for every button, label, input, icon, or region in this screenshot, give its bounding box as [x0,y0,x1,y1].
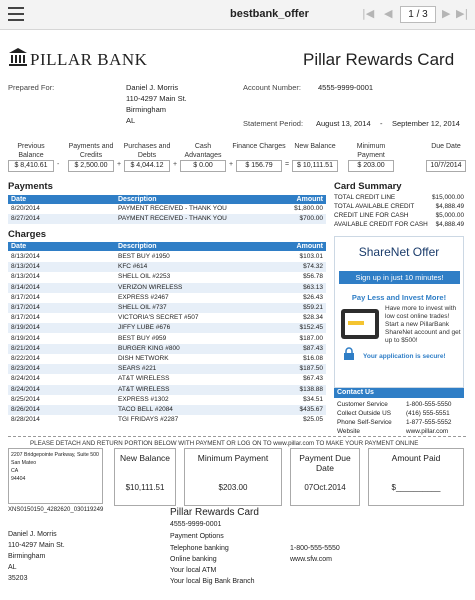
row-description: VERIZON WIRELESS [118,283,183,291]
stub-box-value: 07Oct.2014 [304,483,346,492]
charges-title: Charges [8,229,47,240]
row-description: TACO BELL #2084 [118,406,173,413]
page-number-input[interactable]: 1 / 3 [400,6,436,23]
card-title: Pillar Rewards Card [303,50,455,69]
row-date: 8/17/2014 [11,293,40,301]
period-dash: - [380,119,383,128]
menu-icon[interactable] [8,7,24,21]
summary-value: $ 10,111.51 [292,160,338,172]
offer-title: ShareNet Offer [358,245,440,259]
card-summary-title: Card Summary [334,181,402,192]
option-label: Your local ATM [170,567,217,574]
mail-city: Birmingham [8,553,46,560]
table-row [8,374,326,384]
row-amount: $103.01 [299,253,323,260]
payment-options-label: Payment Options [170,533,224,540]
row-amount: $16.08 [303,355,323,362]
table-row [8,364,326,374]
mail-zip: 35203 [8,575,28,582]
row-description: DISH NETWORK [118,355,169,362]
payments-description-header: Description [118,196,157,203]
row-amount: $59.21 [303,304,323,311]
previous-page-icon[interactable]: ◀ [384,7,393,20]
row-description: SHELL OIL #2253 [118,273,171,281]
sharenet-offer-panel [334,236,464,388]
row-date: 8/24/2014 [11,375,40,383]
row-date: 8/22/2014 [11,355,40,362]
contact-label: Collect Outside US [337,410,391,417]
payments-header [8,195,326,204]
statement-period-label: Statement Period: [243,119,304,128]
mail-name: Daniel J. Morris [8,531,57,538]
row-description: AT&T WIRELESS [118,375,170,383]
charges-header [8,242,326,251]
summary-label: New Balance [294,143,336,150]
row-description: EXPRESS #2467 [118,293,169,301]
charges-amount-header: Amount [296,243,323,250]
customer-state: AL [126,116,136,125]
signup-button[interactable]: Sign up in just 10 minutes! [339,271,460,284]
row-description: AT&T WIRELESS [118,385,170,393]
table-row [8,385,326,395]
payments-title: Payments [8,181,53,192]
row-amount: $74.32 [303,263,323,271]
row-description: JIFFY LUBE #676 [118,324,171,332]
table-row [8,272,326,282]
row-amount: $700.00 [299,215,323,223]
table-row [8,313,326,323]
card-summary-label: TOTAL AVAILABLE CREDIT [334,203,415,210]
card-summary-value: $15,000.00 [432,194,464,201]
table-row [8,214,326,224]
stub-box [368,448,464,506]
row-date: 8/13/2014 [11,263,40,271]
row-date: 8/21/2014 [11,344,40,352]
table-row [8,262,326,272]
summary-label: Due Date [431,143,461,150]
customer-name: Daniel J. Morris [126,83,179,92]
summary-label: Purchases and Debts [123,143,171,159]
option-value: www.sfw.com [290,556,333,563]
row-amount: $56.78 [303,273,323,281]
row-description: SHELL OIL #737 [118,304,167,311]
summary-value: $ 4,044.12 [124,160,170,172]
summary-value: $ 0.00 [180,160,226,172]
summary-operator: + [229,161,234,168]
tablet-chart-icon [341,309,379,339]
charges-date-header: Date [11,243,27,250]
table-row [8,354,326,364]
row-amount: $25.05 [303,416,323,424]
row-description: EXPRESS #1302 [118,395,169,403]
detach-line [8,436,466,437]
summary-value: 10/7/2014 [426,160,466,172]
row-amount: $138.88 [299,385,323,393]
table-row [8,204,326,214]
row-description: PAYMENT RECEIVED - THANK YOU [118,205,227,212]
contact-label: Customer Service [337,401,388,408]
row-amount: $435.67 [299,406,323,413]
contact-value: (416) 555-5551 [406,410,450,417]
summary-value: $ 8,410.61 [8,160,54,172]
card-summary-label: TOTAL CREDIT LINE [334,194,396,201]
row-description: VICTORIA'S SECRET #507 [118,314,199,322]
summary-value: $ 2,500.00 [68,160,114,172]
table-row [8,303,326,313]
row-date: 8/27/2014 [11,215,40,223]
summary-label: Finance Charges [232,143,286,150]
row-description: KFC #614 [118,263,148,271]
stub-box-label: Payment Due Date [299,453,351,473]
row-date: 8/24/2014 [11,385,40,393]
offer-description: Have more to invest with low cost online trades! Start a new PillarBank ShareNet account and get up to $500! [385,305,461,344]
prepared-for-label: Prepared For: [8,83,55,92]
card-summary-value: $4,888.49 [435,221,464,228]
contact-value: 1-877-555-5552 [406,419,452,426]
table-row [8,293,326,303]
charges-description-header: Description [118,243,157,250]
payments-date-header: Date [11,196,27,203]
bank-name: PILLAR BANK [30,50,148,69]
option-label: Online banking [170,556,217,563]
row-amount: $63.13 [303,283,323,291]
row-date: 8/17/2014 [11,314,40,322]
summary-operator: = [285,161,290,168]
summary-label: Minimum Payment [356,143,386,159]
row-amount: $187.50 [299,365,323,373]
stub-box-label: New Balance [119,453,171,463]
stub-box [114,448,176,506]
row-amount: $87.43 [303,344,323,352]
row-date: 8/25/2014 [11,395,40,403]
contact-label: Website [337,428,360,435]
account-number-label: Account Number: [243,83,301,92]
customer-address: 110-4297 Main St. [126,94,187,103]
summary-label: Previous Balance [17,143,45,159]
first-page-icon[interactable]: |◀ [362,7,375,20]
row-amount: $28.34 [303,314,323,322]
table-row [8,344,326,354]
row-description: TGI FRIDAYS #2287 [118,416,179,424]
row-date: 8/13/2014 [11,253,40,260]
card-summary-label: AVAILABLE CREDIT FOR CASH [334,221,428,228]
row-description: PAYMENT RECEIVED - THANK YOU [118,215,227,223]
remit-line: 2207 Bridgepointe Parkway, Suite 500 [11,452,99,458]
customer-city: Birmingham [126,105,167,114]
document-title: bestbank_offer [230,8,309,20]
stub-box-label: Amount Paid [391,453,441,463]
secure-notice: Your application is secure! [363,353,446,360]
row-date: 8/19/2014 [11,324,40,332]
row-description: BEST BUY #959 [118,334,167,342]
stub-account-number: 4555-9999-0001 [170,521,222,528]
stub-box-value: $10,111.51 [125,483,165,492]
row-date: 8/14/2014 [11,283,40,291]
row-date: 8/20/2014 [11,205,40,212]
option-label: Telephone banking [170,545,229,552]
remit-address [8,448,103,504]
contact-title: Contact Us [334,388,464,398]
remit-line: San Mateo [11,460,37,466]
period-start: August 13, 2014 [316,119,371,128]
row-amount: $187.00 [299,334,323,342]
bank-logo-icon [8,47,28,67]
stub-box-value: $203.00 [218,483,248,492]
stub-card-name: Pillar Rewards Card [170,507,259,518]
stub-box [290,448,360,506]
remit-line: 94404 [11,476,26,482]
stub-box-label: Minimum Payment [197,453,269,463]
row-description: BURGER KING #800 [118,344,180,352]
detach-instructions: PLEASE DETACH AND RETURN PORTION BELOW WITH PAYMENT OR LOG ON TO www.pillar.com TO MAKE YOUR PAYMENT ONLINE [30,440,419,447]
summary-label: Cash Advantages [184,143,222,159]
viewer-toolbar [0,0,475,30]
period-end: September 12, 2014 [392,119,460,128]
row-amount: $1,800.00 [294,205,323,212]
mail-state: AL [8,564,17,571]
row-amount: $26.43 [303,293,323,301]
summary-label: Payments and Credits [68,143,114,159]
option-label: Your local Big Bank Branch [170,578,255,585]
payments-amount-header: Amount [296,196,323,203]
last-page-icon[interactable]: ▶| [456,7,469,20]
option-value: 1-800-555-5550 [290,545,340,552]
row-date: 8/17/2014 [11,304,40,311]
table-row [8,415,326,425]
contact-label: Phone Self-Service [337,419,392,426]
row-date: 8/13/2014 [11,273,40,281]
summary-operator: + [117,161,122,168]
remit-line: CA [11,468,19,474]
scanline: XNS0150150_4282620_030119249 [8,507,104,513]
row-date: 8/23/2014 [11,365,40,373]
summary-operator: + [173,161,178,168]
stub-box-value[interactable]: $__________ [391,483,441,492]
summary-value: $ 156.79 [236,160,282,172]
table-row [8,405,326,415]
table-row [8,252,326,262]
summary-value: $ 203.00 [348,160,394,172]
row-amount: $67.43 [303,375,323,383]
table-row [8,334,326,344]
table-row [8,395,326,405]
table-row [8,323,326,333]
row-date: 8/26/2014 [11,406,40,413]
summary-operator: - [57,161,60,168]
table-row [8,283,326,293]
stub-box [184,448,282,506]
row-description: BEST BUY #1950 [118,253,170,260]
mail-address: 110-4297 Main St. [8,542,65,549]
card-summary-value: $5,000.00 [435,212,464,219]
row-description: SEARS #221 [118,365,157,373]
next-page-icon[interactable]: ▶ [442,7,451,20]
lock-icon [342,347,356,361]
row-date: 8/28/2014 [11,416,40,424]
offer-headline: Pay Less and Invest More! [351,293,447,302]
row-amount: $152.45 [299,324,323,332]
row-amount: $34.51 [303,395,323,403]
row-date: 8/19/2014 [11,334,40,342]
contact-value: 1-800-555-5550 [406,401,452,408]
card-summary-value: $4,888.49 [435,203,464,210]
card-summary-label: CREDIT LINE FOR CASH [334,212,409,219]
contact-value: www.pillar.com [406,428,449,435]
account-number: 4555-9999-0001 [318,83,374,92]
